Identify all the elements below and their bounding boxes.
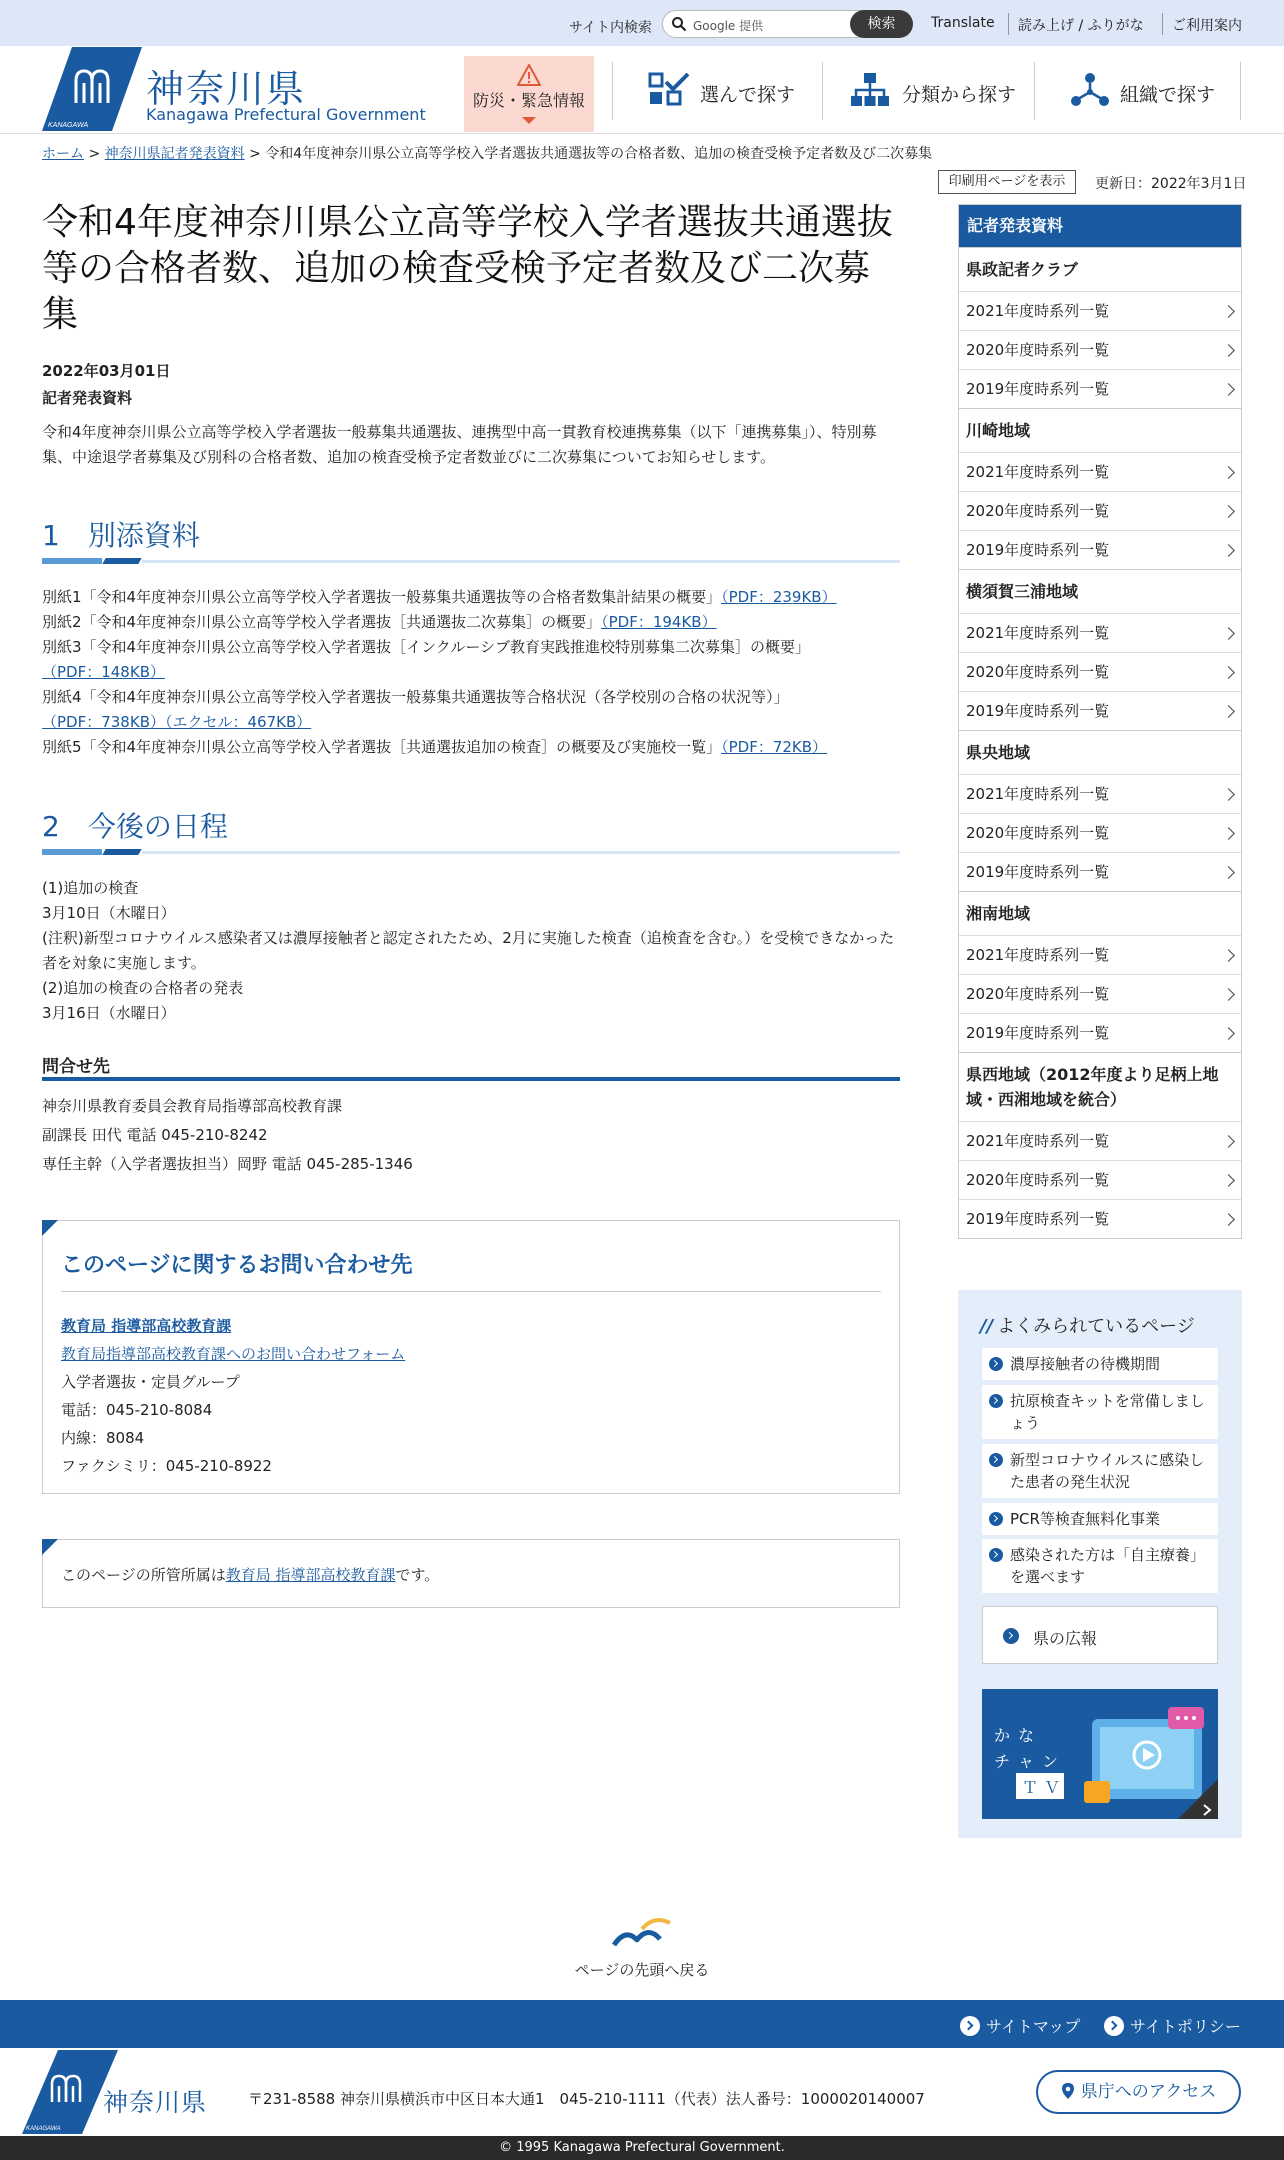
department-box: [42, 1539, 900, 1608]
prefecture-pr-link[interactable]: [982, 1606, 1218, 1664]
site-header: [0, 46, 1284, 134]
chevron-right-icon: [1222, 1213, 1235, 1226]
copyright: © 1995 Kanagawa Prefectural Government.: [0, 2136, 1284, 2160]
chevron-right-icon: [1222, 666, 1235, 679]
sidebar-item-label: 2019年度時系列一覧: [966, 702, 1110, 720]
sidebar-item-label: 2019年度時系列一覧: [966, 863, 1110, 881]
contact-heading: 問合せ先: [42, 1057, 110, 1077]
map-pin-icon: [1061, 2082, 1075, 2100]
sidebar-item-label: 2020年度時系列一覧: [966, 341, 1110, 359]
hierarchy-icon: [850, 72, 890, 108]
sidebar-item-label: 2020年度時系列一覧: [966, 985, 1110, 1003]
corner-mark: [42, 1539, 58, 1555]
nav-organization-search[interactable]: [1066, 66, 1236, 116]
sidebar-item-label: 2021年度時系列一覧: [966, 785, 1110, 803]
site-policy-link[interactable]: [1104, 2014, 1241, 2037]
arrow-circle-icon: [989, 1394, 1003, 1408]
attachment-excel-link[interactable]: （エクセル：467KB）: [164, 713, 312, 731]
divider: [1034, 62, 1035, 120]
sidebar-group-heading: 県政記者クラブ: [959, 247, 1241, 291]
heading-underline: [42, 558, 900, 564]
attachment-text: 別紙3「令和4年度神奈川県公立高等学校入学者選抜［インクルーシブ教育実践推進校特別募集二次募集］の概要」: [42, 638, 811, 656]
attachment-item: [42, 685, 902, 735]
contact-line: 専任主幹（入学者選抜担当）岡野 電話 045-285-1346: [42, 1155, 413, 1173]
attachment-list: [42, 585, 902, 760]
popular-link[interactable]: [982, 1539, 1218, 1593]
sidebar-item-label: 2019年度時系列一覧: [966, 541, 1110, 559]
arrow-circle-icon: [1003, 1628, 1019, 1644]
site-search-label: サイト内検索: [569, 20, 653, 36]
divider: [822, 62, 823, 120]
site-logo-text[interactable]: 神奈川県: [146, 67, 307, 111]
site-logo-english[interactable]: Kanagawa Prefectural Government: [146, 105, 426, 124]
organization-icon: [1070, 72, 1110, 108]
attachment-pdf-link[interactable]: （PDF：148KB）: [42, 663, 165, 681]
popular-link[interactable]: [982, 1503, 1218, 1535]
chevron-right-icon: [1222, 788, 1235, 801]
utility-bar: [0, 0, 1284, 46]
inquiry-title: このページに関するお問い合わせ先: [61, 1253, 413, 1278]
divider: [612, 62, 613, 120]
arrow-circle-icon: [1104, 2016, 1124, 2036]
attachment-pdf-link[interactable]: （PDF：239KB）: [721, 588, 837, 606]
chevron-right-icon: [1222, 627, 1235, 640]
disaster-label: 防災・緊急情報: [472, 91, 585, 110]
popular-title: [980, 1312, 1195, 1338]
back-to-top-icon[interactable]: [612, 1915, 672, 1951]
popular-pages-panel: [958, 1290, 1242, 1838]
contact-underline: [42, 1077, 900, 1081]
nav-category-search[interactable]: [846, 66, 1022, 116]
chevron-right-icon: [1222, 305, 1235, 318]
footer-logo-text[interactable]: 神奈川県: [103, 2088, 208, 2117]
sidebar-item-label: 2020年度時系列一覧: [966, 824, 1110, 842]
press-release-sidebar: [958, 204, 1242, 1239]
group-name: 入学者選抜・定員グループ: [61, 1373, 240, 1391]
search-button[interactable]: 検索: [850, 10, 913, 38]
arrow-circle-icon: [960, 2016, 980, 2036]
breadcrumb-home-link[interactable]: ホーム: [42, 146, 84, 162]
footer-address: 〒231-8588 神奈川県横浜市中区日本大通1 045-210-1111（代表）法人番号：1000020140007: [248, 2090, 925, 2108]
usage-guide-link[interactable]: ご利用案内: [1172, 18, 1242, 34]
chevron-right-icon: [1222, 705, 1235, 718]
sidebar-item[interactable]: [959, 652, 1241, 691]
category-label: 記者発表資料: [42, 389, 133, 407]
sidebar-groups: [959, 247, 1241, 1238]
attachment-item: [42, 610, 902, 635]
divider: [61, 1291, 881, 1292]
nav-label: 組織で探す: [1120, 84, 1216, 106]
chevron-right-icon: [1222, 1027, 1235, 1040]
sidebar-item[interactable]: [959, 369, 1241, 408]
breadcrumb-press-link[interactable]: 神奈川県記者発表資料: [104, 146, 245, 162]
print-page-button[interactable]: 印刷用ページを表示: [938, 170, 1076, 194]
divider: [1240, 62, 1241, 120]
schedule-line: 3月16日（水曜日）: [42, 1004, 176, 1022]
attachment-item: [42, 735, 902, 760]
sidebar-item[interactable]: [959, 1013, 1241, 1052]
chevron-right-icon: [1222, 344, 1235, 357]
popular-title-text: よくみられているページ: [997, 1316, 1195, 1337]
sidebar-item-label: 2020年度時系列一覧: [966, 502, 1110, 520]
banner-char: な: [1018, 1726, 1035, 1745]
search-icon: [671, 16, 687, 32]
attachment-text: 別紙4「令和4年度神奈川県公立高等学校入学者選抜一般募集共通選抜等合格状況（各学校別の合格の状況等）」: [42, 688, 789, 706]
banner-char: ャ: [1018, 1752, 1035, 1771]
sidebar-item[interactable]: [959, 935, 1241, 974]
attachment-text: 別紙2「令和4年度神奈川県公立高等学校入学者選抜［共通選抜二次募集］の概要」: [42, 613, 602, 631]
attachment-text: 別紙1「令和4年度神奈川県公立高等学校入学者選抜一般募集共通選抜等の合格者数集計結果の概要」: [42, 588, 722, 606]
popular-link-label: 抗原検査キットを常備しましょう: [1010, 1392, 1205, 1432]
breadcrumb-current: 令和4年度神奈川県公立高等学校入学者選抜共通選抜等の合格者数、追加の検査受検予定者数及び二次募集: [265, 146, 933, 162]
chevron-right-icon: [1222, 988, 1235, 1001]
warning-icon: [517, 64, 541, 86]
chevron-right-icon: [1222, 949, 1235, 962]
attachment-pdf-link[interactable]: （PDF：72KB）: [721, 738, 828, 756]
sidebar-item-label: 2020年度時系列一覧: [966, 1171, 1110, 1189]
sidebar-item[interactable]: [959, 774, 1241, 813]
kanachan-tv-banner[interactable]: [982, 1689, 1218, 1819]
sitemap-label: サイトマップ: [986, 2017, 1081, 2036]
contact-line: 副課長 田代 電話 045-210-8242: [42, 1126, 268, 1144]
sidebar-heading: 記者発表資料: [959, 205, 1241, 247]
sidebar-item[interactable]: [959, 330, 1241, 369]
chevron-right-icon: [1222, 544, 1235, 557]
attachment-item: [42, 585, 902, 610]
nav-label: 分類から探す: [902, 84, 1017, 106]
divider: [1008, 13, 1009, 35]
publish-date: 2022年03月01日: [42, 362, 171, 380]
chevron-right-icon: [1222, 466, 1235, 479]
chevron-right-icon: [1222, 866, 1235, 879]
site-policy-label: サイトポリシー: [1130, 2017, 1241, 2036]
inquiry-form-link[interactable]: 教育局指導部高校教育課へのお問い合わせフォーム: [61, 1345, 406, 1363]
sidebar-item-label: 2019年度時系列一覧: [966, 380, 1110, 398]
popular-link[interactable]: [982, 1348, 1218, 1380]
chevron-right-icon: [1222, 827, 1235, 840]
sidebar-item[interactable]: [959, 974, 1241, 1013]
sidebar-item[interactable]: [959, 852, 1241, 891]
breadcrumb: [42, 143, 932, 163]
sidebar-item[interactable]: [959, 1121, 1241, 1160]
divider: [1162, 13, 1163, 35]
sidebar-group-heading: 川崎地域: [959, 408, 1241, 452]
chevron-right-icon: [1222, 505, 1235, 518]
sidebar-group-heading: 県央地域: [959, 730, 1241, 774]
extension: 内線：8084: [61, 1429, 145, 1447]
inquiry-box: [42, 1220, 900, 1494]
footer: [0, 2048, 1284, 2136]
banner-char: か: [994, 1726, 1011, 1745]
schedule-line: 3月10日（木曜日）: [42, 904, 176, 922]
section-heading-schedule: 2 今後の日程: [42, 810, 228, 843]
chevron-right-icon: [1222, 1135, 1235, 1148]
banner-char: Ｔ: [1022, 1778, 1039, 1797]
attachment-text: 別紙5「令和4年度神奈川県公立高等学校入学者選抜［共通選抜追加の検査］の概要及び実施校一覧」: [42, 738, 722, 756]
updated-date: 更新日：2022年3月1日: [1095, 176, 1247, 192]
popular-link[interactable]: [982, 1444, 1218, 1498]
sidebar-group-heading: 横須賀三浦地域: [959, 569, 1241, 613]
department-suffix: です。: [395, 1566, 440, 1584]
attachment-item: [42, 635, 902, 685]
read-aloud-furigana-link[interactable]: 読み上げ / ふりがな: [1018, 18, 1144, 34]
department-link[interactable]: 教育局 指導部高校教育課: [225, 1566, 396, 1584]
heading-underline: [42, 849, 900, 855]
sidebar-item-label: 2020年度時系列一覧: [966, 663, 1110, 681]
contact-info: [42, 1092, 413, 1179]
nav-choose-search[interactable]: [640, 66, 810, 116]
sidebar-item-label: 2021年度時系列一覧: [966, 946, 1110, 964]
sidebar-group-heading: 県西地域（2012年度より足柄上地域・西湘地域を統合）: [959, 1052, 1241, 1121]
department-link[interactable]: 教育局 指導部高校教育課: [61, 1317, 232, 1335]
access-button[interactable]: [1036, 2070, 1241, 2114]
logo-small-text: KANAGAWA: [48, 122, 89, 129]
nav-label: 選んで探す: [700, 84, 796, 106]
banner-char: Ｖ: [1044, 1778, 1061, 1797]
sidebar-item[interactable]: [959, 530, 1241, 569]
schedule-text: [42, 876, 902, 1026]
logo-small-text: KANAGAWA: [26, 2126, 61, 2132]
sidebar-item-label: 2019年度時系列一覧: [966, 1210, 1110, 1228]
sidebar-item[interactable]: [959, 613, 1241, 652]
breadcrumb-separator: >: [244, 146, 266, 162]
sidebar-item[interactable]: [959, 291, 1241, 330]
popular-link-label: 感染された方は「自主療養」を選べます: [1010, 1546, 1206, 1586]
attachment-pdf-link[interactable]: （PDF：738KB）: [42, 713, 165, 731]
google-provider-mark: Google 提供: [693, 19, 764, 33]
sidebar-item[interactable]: [959, 813, 1241, 852]
sidebar-item[interactable]: [959, 1160, 1241, 1199]
disaster-emergency-button[interactable]: [464, 56, 594, 132]
arrow-circle-icon: [989, 1357, 1003, 1371]
fax: ファクシミリ：045-210-8922: [61, 1457, 272, 1475]
schedule-line: (2)追加の検査の合格者の発表: [42, 979, 244, 997]
sidebar-group-heading: 湘南地域: [959, 891, 1241, 935]
sidebar-item-label: 2021年度時系列一覧: [966, 302, 1110, 320]
chevron-right-icon: [1222, 383, 1235, 396]
department-text: [61, 1564, 439, 1585]
translate-link[interactable]: Translate: [931, 15, 995, 31]
banner-char: チ: [994, 1752, 1011, 1771]
sidebar-item[interactable]: [959, 491, 1241, 530]
phone: 電話：045-210-8084: [61, 1401, 213, 1419]
corner-mark: [42, 1220, 58, 1236]
access-label: 県庁へのアクセス: [1080, 2082, 1217, 2102]
schedule-line: (注釈)新型コロナウイルス感染者又は濃厚接触者と認定されたため、2月に実施した検査（追検査を含む。）を受検できなかった者を対象に実施します。: [42, 929, 895, 972]
footer-links-bar: [0, 2000, 1284, 2048]
sidebar-item[interactable]: [959, 1199, 1241, 1238]
department-prefix: このページの所管所属は: [61, 1566, 226, 1584]
sidebar-item-label: 2021年度時系列一覧: [966, 1132, 1110, 1150]
attachment-pdf-link[interactable]: （PDF：194KB）: [601, 613, 717, 631]
banner-char: ン: [1042, 1752, 1059, 1771]
arrow-circle-icon: [989, 1512, 1003, 1526]
sidebar-item-label: 2021年度時系列一覧: [966, 624, 1110, 642]
breadcrumb-separator: >: [84, 146, 105, 162]
intro-text: 令和4年度神奈川県公立高等学校入学者選抜一般募集共通選抜、連携型中高一貫教育校連携募集（以下「連携募集」）、特別募集、中途退学者募集及び別科の合格者数、追加の検査受検予定者数並びに二次募集についてお知らせします。: [42, 423, 877, 466]
popular-link-label: 新型コロナウイルスに感染した患者の発生状況: [1010, 1451, 1205, 1491]
pr-link-label: 県の広報: [1033, 1629, 1098, 1648]
section-heading-attachments: 1 別添資料: [42, 519, 200, 552]
kanagawa-logo-icon[interactable]: [42, 47, 142, 131]
page-title: 令和4年度神奈川県公立高等学校入学者選抜共通選抜等の合格者数、追加の検査受検予定者数及び二次募集: [42, 202, 893, 335]
back-to-top-link[interactable]: ページの先頭へ戻る: [574, 1961, 710, 1979]
chevron-right-icon: [1222, 1174, 1235, 1187]
arrow-circle-icon: [989, 1548, 1003, 1562]
checklist-icon: [648, 72, 690, 108]
arrow-circle-icon: [989, 1453, 1003, 1467]
sidebar-item-label: 2021年度時系列一覧: [966, 463, 1110, 481]
sidebar-item[interactable]: [959, 691, 1241, 730]
inquiry-body: [61, 1312, 405, 1480]
caret-down-icon: [522, 117, 536, 124]
sidebar-item[interactable]: [959, 452, 1241, 491]
sidebar-item-label: 2019年度時系列一覧: [966, 1024, 1110, 1042]
popular-link-label: PCR等検査無料化事業: [1010, 1510, 1160, 1528]
popular-link[interactable]: [982, 1385, 1218, 1439]
contact-line: 神奈川県教育委員会教育局指導部高校教育課: [42, 1097, 343, 1115]
sitemap-link[interactable]: [960, 2014, 1080, 2037]
schedule-line: (1)追加の検査: [42, 879, 139, 897]
popular-link-label: 濃厚接触者の待機期間: [1010, 1355, 1161, 1373]
slash-icon: //: [980, 1316, 994, 1337]
